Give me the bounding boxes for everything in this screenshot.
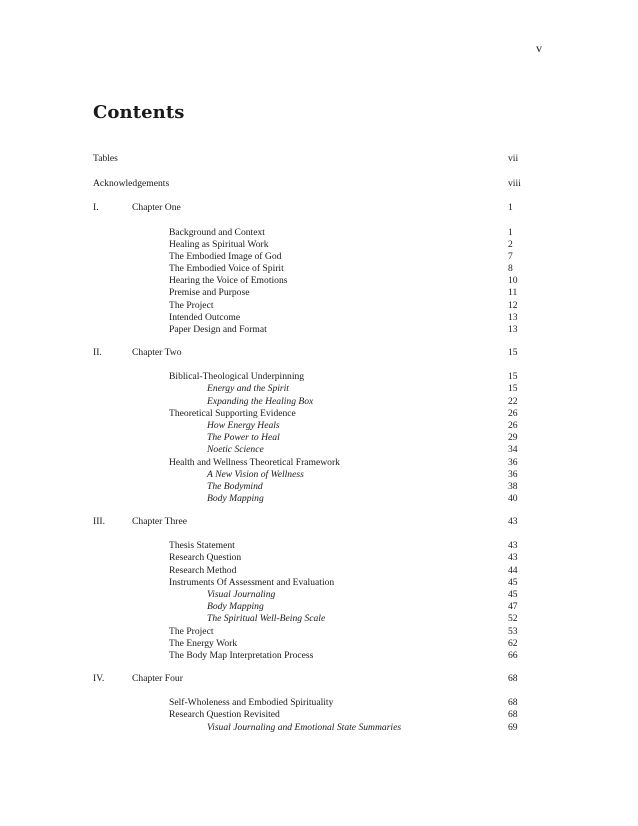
toc-entry-page: 10	[508, 275, 518, 287]
toc-entry-title: Expanding the Healing Box	[207, 395, 314, 407]
toc-entry	[93, 432, 523, 444]
toc-entry	[93, 673, 523, 698]
toc-entry-page: 15	[508, 346, 518, 358]
toc-entry	[93, 324, 523, 336]
toc-entry-page: 53	[508, 625, 518, 637]
chapter-number: IV.	[93, 672, 105, 684]
toc-entry-page: 43	[508, 552, 518, 564]
toc-entry-page: vii	[508, 153, 519, 164]
toc-entry-page: 43	[508, 540, 518, 552]
toc-entry-title: The Spiritual Well-Being Scale	[207, 613, 326, 625]
toc-entry-title: Hearing the Voice of Emotions	[169, 275, 288, 287]
toc-entry-title: Self-Wholeness and Embodied Spirituality	[169, 697, 334, 709]
toc-entry	[93, 153, 523, 178]
toc-entry-title: Visual Journaling and Emotional State Summaries	[207, 721, 402, 733]
toc-entry-page: 13	[508, 324, 518, 335]
toc-entry-title: Biblical-Theological Underpinning	[169, 371, 305, 383]
toc-entry-title: Chapter Two	[132, 346, 182, 358]
toc-entry	[93, 577, 523, 589]
chapter-number: I.	[93, 202, 99, 213]
toc-entry	[93, 263, 523, 275]
toc-entry	[93, 202, 523, 227]
toc-entry-title: How Energy Heals	[207, 419, 280, 431]
toc-entry-page: 66	[508, 649, 518, 661]
toc-entry-page: 68	[508, 709, 518, 721]
table-of-contents	[93, 153, 523, 734]
toc-entry-page: 62	[508, 637, 518, 649]
toc-entry	[93, 275, 523, 287]
toc-entry	[93, 287, 523, 299]
section-gap	[93, 336, 523, 347]
toc-entry	[93, 178, 523, 203]
toc-entry	[93, 251, 523, 263]
section-gap	[93, 505, 523, 516]
toc-entry-page: 12	[508, 299, 518, 311]
toc-entry-title: Noetic Science	[207, 444, 264, 456]
toc-entry	[93, 722, 523, 734]
toc-entry-title: Premise and Purpose	[169, 287, 250, 299]
toc-entry-title: Background and Context	[169, 226, 265, 238]
toc-entry	[93, 408, 523, 420]
toc-entry-title: Chapter One	[132, 202, 181, 213]
toc-entry	[93, 300, 523, 312]
toc-entry-title: Acknowledgements	[93, 177, 170, 189]
toc-entry-title: Tables	[93, 153, 118, 164]
toc-entry-page: 38	[508, 480, 518, 492]
toc-entry	[93, 457, 523, 469]
toc-entry	[93, 565, 523, 577]
toc-entry-page: 15	[508, 371, 518, 383]
toc-entry-title: Body Mapping	[207, 601, 264, 613]
toc-entry	[93, 383, 523, 395]
toc-entry-title: Intended Outcome	[169, 311, 241, 323]
toc-entry	[93, 709, 523, 721]
toc-entry-title: Paper Design and Format	[169, 324, 267, 335]
toc-entry-page: 7	[508, 250, 513, 262]
toc-entry-page: 26	[508, 419, 518, 431]
toc-entry-title: Chapter Three	[132, 515, 187, 527]
toc-entry-page: 8	[508, 263, 513, 275]
toc-entry-page: 34	[508, 444, 518, 456]
section-gap	[93, 662, 523, 673]
toc-entry-page: 13	[508, 311, 518, 323]
toc-entry-page: 40	[508, 493, 518, 505]
toc-entry	[93, 589, 523, 601]
toc-entry	[93, 312, 523, 324]
toc-entry	[93, 638, 523, 650]
toc-entry-title: Health and Wellness Theoretical Framework	[169, 456, 340, 468]
toc-entry-title: Research Question Revisited	[169, 709, 280, 721]
toc-entry-page: 15	[508, 383, 518, 395]
page-title: Contents	[93, 102, 185, 123]
toc-entry-title: Research Question	[169, 552, 242, 564]
toc-entry-page: 45	[508, 589, 518, 600]
toc-entry	[93, 516, 523, 541]
toc-entry-page: 11	[508, 287, 518, 299]
toc-entry-page: 26	[508, 407, 518, 419]
toc-entry	[93, 493, 523, 505]
toc-entry	[93, 444, 523, 456]
page-number: v	[536, 41, 542, 55]
toc-entry	[93, 420, 523, 432]
toc-entry	[93, 613, 523, 625]
toc-entry-page: 36	[508, 456, 518, 468]
toc-entry-page: 1	[508, 202, 513, 213]
toc-entry-title: Chapter Four	[132, 672, 183, 684]
toc-entry-title: Visual Journaling	[207, 589, 276, 600]
toc-entry-page: 44	[508, 564, 518, 576]
toc-entry-page: 69	[508, 721, 518, 733]
toc-entry-title: Energy and the Spirit	[207, 383, 289, 395]
toc-entry-page: 68	[508, 672, 518, 684]
toc-entry-title: The Project	[169, 625, 214, 637]
toc-entry-page: 45	[508, 576, 518, 588]
toc-entry-page: 68	[508, 697, 518, 709]
toc-entry-title: The Power to Heal	[207, 432, 280, 444]
toc-entry	[93, 481, 523, 493]
toc-entry-title: The Energy Work	[169, 637, 238, 649]
toc-entry-title: The Project	[169, 299, 214, 311]
toc-entry	[93, 396, 523, 408]
toc-entry	[93, 371, 523, 383]
toc-entry-page: 52	[508, 613, 518, 625]
toc-entry	[93, 552, 523, 564]
toc-entry-page: 1	[508, 226, 513, 238]
toc-entry-page: 2	[508, 238, 513, 250]
toc-entry-page: 36	[508, 468, 518, 480]
toc-entry	[93, 540, 523, 552]
chapter-number: III.	[93, 515, 105, 527]
toc-entry-title: The Body Map Interpretation Process	[169, 649, 314, 661]
toc-entry-title: The Bodymind	[207, 480, 263, 492]
toc-entry-title: Research Method	[169, 564, 237, 576]
toc-entry	[93, 227, 523, 239]
toc-entry-title: A New Vision of Wellness	[207, 468, 304, 480]
toc-entry-title: Thesis Statement	[169, 540, 235, 552]
toc-entry-page: 29	[508, 432, 518, 444]
toc-entry	[93, 650, 523, 662]
toc-entry	[93, 239, 523, 251]
toc-entry	[93, 626, 523, 638]
toc-entry	[93, 601, 523, 613]
toc-entry	[93, 469, 523, 481]
toc-entry-title: Body Mapping	[207, 493, 264, 505]
toc-entry-title: The Embodied Image of God	[169, 250, 282, 262]
toc-entry	[93, 697, 523, 709]
toc-entry-title: The Embodied Voice of Spirit	[169, 263, 284, 275]
toc-entry-title: Theoretical Supporting Evidence	[169, 407, 296, 419]
toc-entry-page: 22	[508, 395, 518, 407]
toc-entry-page: viii	[508, 177, 521, 189]
chapter-number: II.	[93, 346, 102, 358]
toc-entry-title: Instruments Of Assessment and Evaluation	[169, 576, 335, 588]
toc-entry	[93, 347, 523, 372]
toc-entry-title: Healing as Spiritual Work	[169, 238, 269, 250]
toc-entry-page: 47	[508, 601, 518, 613]
toc-entry-page: 43	[508, 515, 518, 527]
